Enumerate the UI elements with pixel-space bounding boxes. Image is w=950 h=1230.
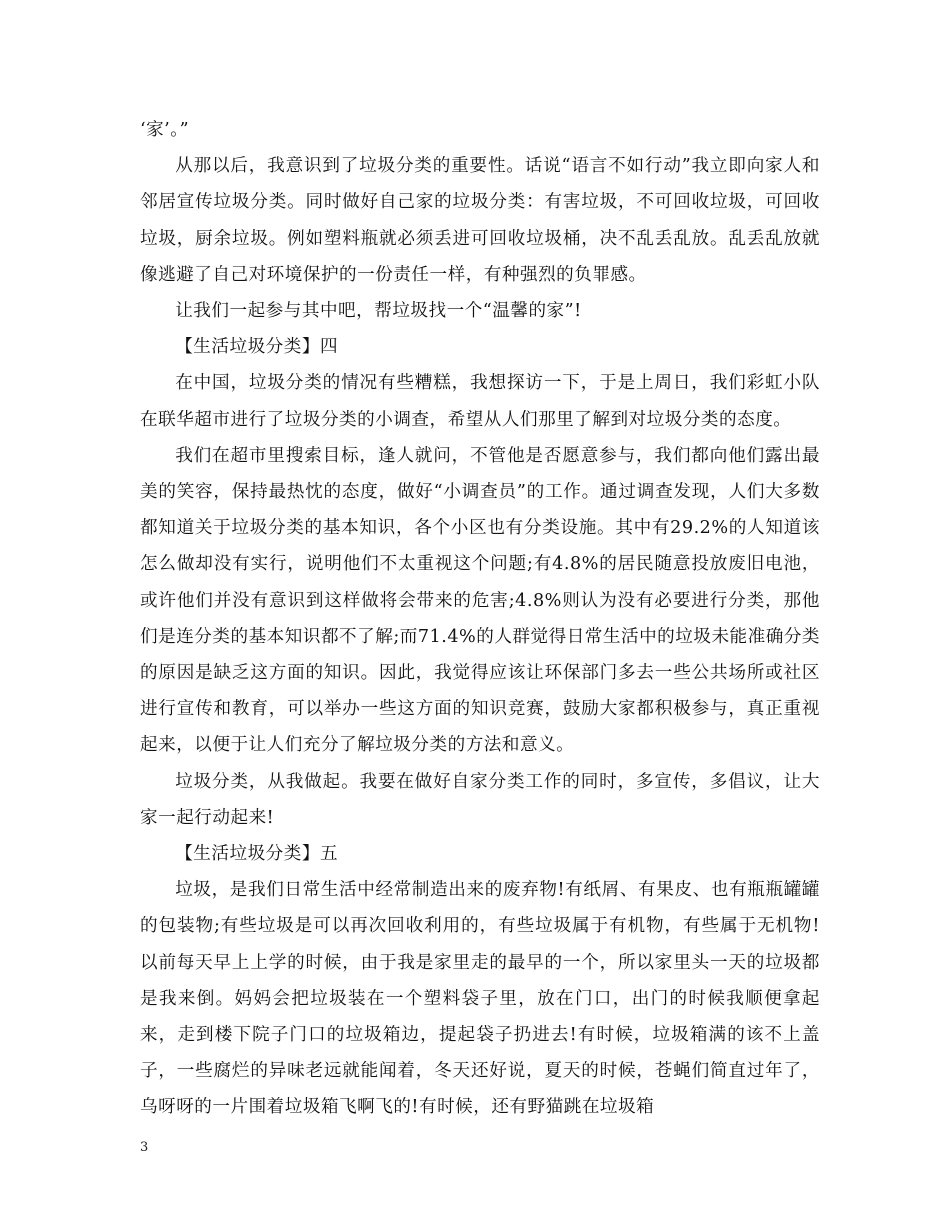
document-body	[140, 112, 820, 1126]
page-number: 3	[140, 1140, 149, 1155]
paragraph-7: 垃圾分类，从我做起。我要在做好自家分类工作的同时，多宣传，多倡议，让大家一起行动起来!	[140, 771, 820, 828]
paragraph-2: 从那以后，我意识到了垃圾分类的重要性。话说“语言不如行动”我立即向家人和邻居宣传垃圾分类。同时做好自己家的垃圾分类：有害垃圾，不可回收垃圾，可回收垃圾，厨余垃圾。例如塑料瓶就必须丢进可回收垃圾桶，决不乱丢乱放。乱丢乱放就像逃避了自己对环境保护的一份责任一样，有种强烈的负罪感。	[140, 156, 820, 285]
paragraph-5: 在中国，垃圾分类的情况有些糟糕，我想探访一下，于是上周日，我们彩虹小队在联华超市进行了垃圾分类的小调查，希望从人们那里了解到对垃圾分类的态度。	[140, 373, 820, 430]
paragraph-3: 让我们一起参与其中吧，帮垃圾找一个“温馨的家”!	[175, 301, 582, 322]
paragraph-1: ‘家’。”	[140, 120, 190, 140]
paragraph-6: 我们在超市里搜索目标，逢人就问，不管他是否愿意参与，我们都向他们露出最美的笑容，保持最热忱的态度，做好“小调查员”的工作。通过调查发现，人们大多数都知道关于垃圾分类的基本知识，各个小区也有分类设施。其中有29.2%的人知道该怎么做却没有实行，说明他们不太重视这个问题;有4.8%的居民随意投放废旧电池，或许他们并没有意识到这样做将会带来的危害;4.8%则认为没有必要进行分类，那他们是连分类的基本知识都不了解;而71.4%的人群觉得日常生活中的垃圾未能准确分类的原因是缺乏这方面的知识。因此，我觉得应该让环保部门多去一些公共场所或社区进行宣传和教育，可以举办一些这方面的知识竞赛，鼓励大家都积极参与，真正重视起来，以便于让人们充分了解垃圾分类的方法和意义。	[140, 445, 821, 756]
section-heading-4: 【生活垃圾分类】四	[175, 337, 339, 358]
paragraph-9: 垃圾，是我们日常生活中经常制造出来的废弃物!有纸屑、有果皮、也有瓶瓶罐罐的包装物;有些垃圾是可以再次回收利用的，有些垃圾属于有机物，有些属于无机物!以前每天早上上学的时候，由于我是家里走的最早的一个，所以家里头一天的垃圾都是我来倒。妈妈会把垃圾装在一个塑料袋子里，放在门口，出门的时候我顺便拿起来，走到楼下院子门口的垃圾箱边，提起袋子扔进去!有时候，垃圾箱满的该不上盖子，一些腐烂的异味老远就能闻着，冬天还好说，夏天的时候，苍蝇们简直过年了，乌呀呀的一片围着垃圾箱飞啊飞的!有时候，还有野猫跳在垃圾箱	[140, 880, 820, 1118]
section-heading-5: 【生活垃圾分类】五	[175, 844, 339, 865]
